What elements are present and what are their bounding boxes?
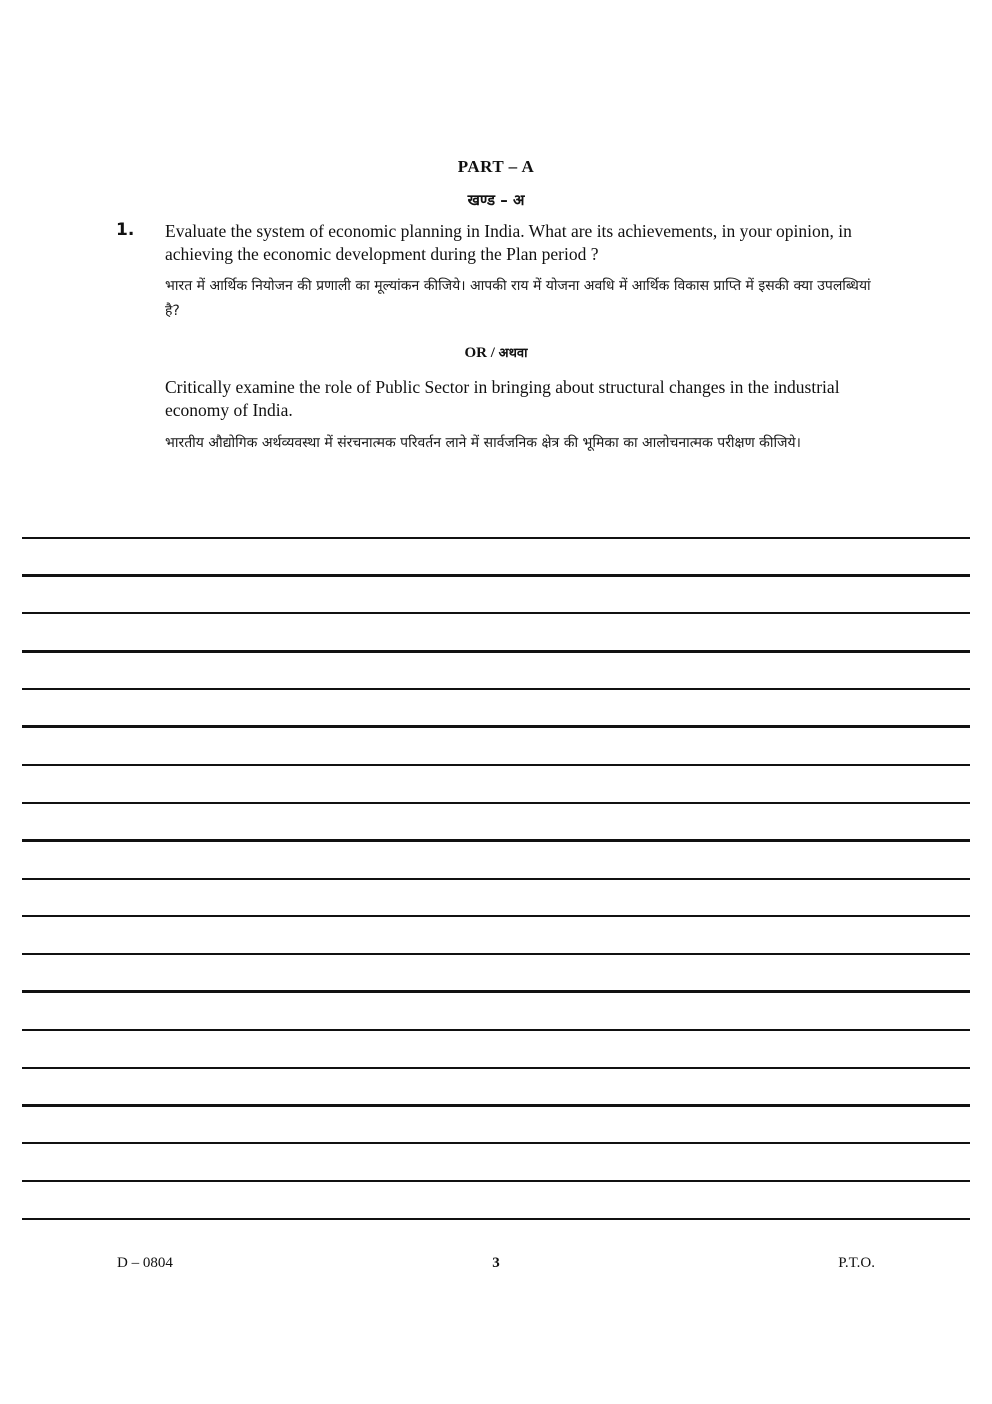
answer-line: [22, 1180, 970, 1182]
answer-line: [22, 725, 970, 728]
answer-line: [22, 574, 970, 577]
answer-line: [22, 650, 970, 653]
question-number: 1.: [116, 220, 135, 240]
answer-line: [22, 688, 970, 690]
answer-line: [22, 1104, 970, 1107]
alternative-question-hindi: भारतीय औद्योगिक अर्थव्यवस्था में संरचनात्मक परिवर्तन लाने में सार्वजनिक क्षेत्र की भूमिका का आलोचनात्मक परीक्षण कीजिये।: [165, 435, 801, 451]
answer-ruled-area[interactable]: [22, 0, 970, 1404]
part-heading-hindi: खण्ड – अ: [467, 191, 525, 209]
answer-line: [22, 953, 970, 955]
answer-line: [22, 764, 970, 766]
paper-code: D – 0804: [117, 1255, 173, 1271]
answer-line: [22, 1067, 970, 1069]
answer-line: [22, 802, 970, 804]
answer-line: [22, 537, 970, 539]
or-label-hindi: अथवा: [498, 346, 528, 361]
question-text-english: Evaluate the system of economic planning in India. What are its achievements, in your opinion, in achieving the economic development during the Plan period ?: [165, 221, 852, 264]
part-heading: PART – A: [457, 157, 535, 176]
answer-line: [22, 878, 970, 880]
page-number: 3: [492, 1255, 500, 1271]
alternative-question-english: Critically examine the role of Public Sector in bringing about structural changes in the industrial economy of India.: [165, 377, 840, 420]
or-label-english: OR /: [464, 345, 499, 361]
answer-line: [22, 839, 970, 842]
please-turn-over: P.T.O.: [838, 1255, 875, 1271]
answer-line: [22, 915, 970, 917]
question-text-hindi: भारत में आर्थिक नियोजन की प्रणाली का मूल्यांकन कीजिये। आपकी राय में योजना अवधि में आर्थिक विकास प्राप्ति में इसकी क्या उपलब्धियां है?: [165, 278, 871, 319]
answer-line: [22, 1142, 970, 1144]
answer-line: [22, 1218, 970, 1220]
answer-line: [22, 990, 970, 993]
answer-line: [22, 1029, 970, 1031]
answer-line: [22, 612, 970, 614]
